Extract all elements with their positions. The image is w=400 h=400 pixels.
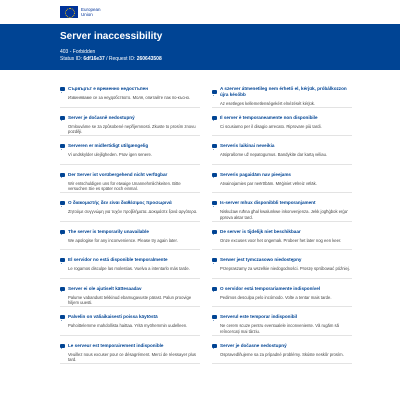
chat-bubble-icon bbox=[60, 144, 65, 148]
chat-bubble-icon bbox=[60, 87, 65, 91]
chat-bubble-icon bbox=[60, 315, 65, 319]
eu-logo[interactable] bbox=[60, 6, 101, 18]
message-item: Serverul este temporar indisponibil Ne cerem scuze pentru eventualele inconveniente. Vă rugăm să reîncercați mai târziu. bbox=[212, 310, 352, 336]
message-item: Is-server mhux disponibbli temporanjament Niskużaw ruħna għal kwalunkwe inkonvenjenza. Jekk jogħġbok erġa' pprova aktar tard. bbox=[212, 196, 352, 222]
message-item: Serveren er midlertidigt utilgængelig Vi undskylder ulejligheden. Prøv igen senere. bbox=[60, 139, 200, 165]
eu-flag-icon bbox=[60, 6, 78, 18]
request-id: 260643508 bbox=[136, 56, 162, 62]
chat-bubble-icon bbox=[212, 173, 217, 177]
chat-bubble-icon bbox=[212, 258, 217, 262]
message-item: Serwer jest tymczasowo niedostępny Przepraszamy za wszelkie niedogodności. Proszę spróbować później. bbox=[212, 253, 352, 279]
status-ids: Status ID: 6df16e37 / Request ID: 260643508 bbox=[60, 56, 162, 62]
message-item: Serveris laikinai neveikia Atsiprašome už nepatogumus. Bandykite dar kartą vėliau. bbox=[212, 139, 352, 165]
page-title: Server inaccessibility bbox=[60, 31, 163, 42]
message-item: A szerver átmenetileg nem érhető el, kérjük, próbálkozzon újra később Az esetleges kellemetlenségekért elnézését kérjük. bbox=[212, 82, 352, 108]
message-item: De server is tijdelijk niet beschikbaar Onze excuses voor het ongemak. Probeer het later nog een keer. bbox=[212, 225, 352, 251]
status-id: 6df16e37 bbox=[83, 56, 105, 62]
chat-bubble-icon bbox=[212, 90, 217, 94]
chat-bubble-icon bbox=[212, 344, 217, 348]
message-grid bbox=[0, 70, 400, 367]
chat-bubble-icon bbox=[60, 173, 65, 177]
chat-bubble-icon bbox=[212, 315, 217, 319]
chat-bubble-icon bbox=[60, 201, 65, 205]
message-item: Сървърът е временно недостъпен Извиняваме се за неудобството. Моля, опитайте пак по-късно. bbox=[60, 82, 200, 108]
error-code: 403 - Forbidden bbox=[60, 49, 96, 55]
chat-bubble-icon bbox=[60, 258, 65, 262]
chat-bubble-icon bbox=[212, 144, 217, 148]
message-item: O servidor está temporariamente indisponível Pedimos desculpa pelo incómodo. Volte a tentar mais tarde. bbox=[212, 282, 352, 308]
message-item: Server je dočasně nedostupný Omlouváme se za způsobené nepříjemnosti. Zkuste to prosím znovu později. bbox=[60, 111, 200, 137]
message-item: The server is temporarily unavailable We apologise for any inconvenience. Please try again later. bbox=[60, 225, 200, 251]
message-item: Ο διακομιστής δεν είναι διαθέσιμος προσωρινά Ζητούμε συγγνώμη για τυχόν προβλήματα. Δοκιμάστε ξανά αργότερα. bbox=[60, 196, 200, 222]
message-item: Server ei ole ajutiselt kättesaadav Palume vabandust tekkinud ebamugavuste pärast. Palun proovige hiljem uuesti. bbox=[60, 282, 200, 308]
chat-bubble-icon bbox=[212, 116, 217, 120]
message-item: Serveris pagaidām nav pieejams Atvainojamies par neērtībām. Mēģiniet vēlreiz vēlāk. bbox=[212, 168, 352, 194]
chat-bubble-icon bbox=[60, 344, 65, 348]
chat-bubble-icon bbox=[212, 287, 217, 291]
error-banner bbox=[0, 24, 400, 70]
chat-bubble-icon bbox=[212, 201, 217, 205]
chat-bubble-icon bbox=[212, 230, 217, 234]
message-item: Server je dočasne nedostupný Ospravedlňujeme sa za prípadné problémy. Skúste neskôr prosím. bbox=[212, 339, 352, 365]
chat-bubble-icon bbox=[60, 116, 65, 120]
chat-bubble-icon bbox=[60, 230, 65, 234]
message-item: Il server è temporaneamente non disponibile Ci scusiamo per il disagio arrecato. Riprovare più tardi. bbox=[212, 111, 352, 137]
message-item: Palvelin on väliaikaisesti poissa käytöstä Pahoittelemme mahdollista haittaa. Yritä myöhemmin uudelleen. bbox=[60, 310, 200, 336]
message-item: El servidor no está disponible temporalmente Le rogamos disculpe las molestias. Vuelva a intentarlo más tarde. bbox=[60, 253, 200, 279]
message-item: Der Server ist vorübergehend nicht verfügbar Wir entschuldigen uns für etwaige Unannehmlichkeiten. Bitte versuchen Sie es später noch einmal. bbox=[60, 168, 200, 194]
top-bar bbox=[0, 0, 400, 24]
eu-logo-text: European Union bbox=[81, 7, 101, 17]
chat-bubble-icon bbox=[60, 287, 65, 291]
message-item: Le serveur est temporairement indisponible Veuillez nous excuser pour ce désagrément. Merci de réessayer plus tard. bbox=[60, 339, 200, 365]
